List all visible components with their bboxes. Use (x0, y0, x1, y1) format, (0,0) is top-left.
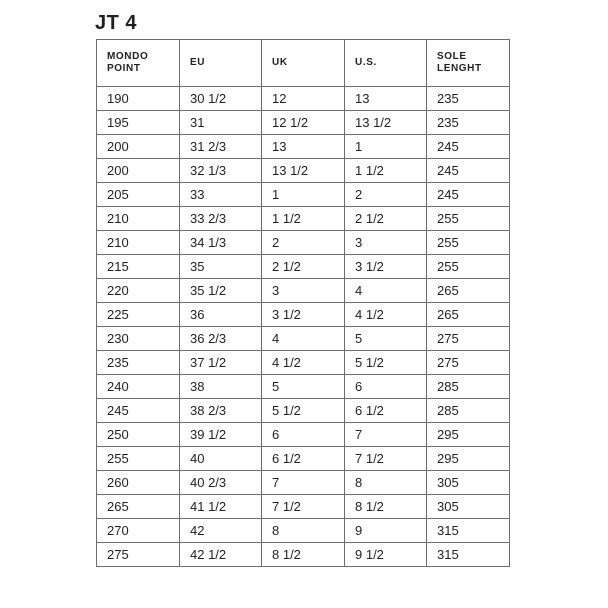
table-row (97, 351, 510, 375)
table-row (97, 471, 510, 495)
cell-sole-length: 245 (427, 159, 510, 183)
cell-sole-length: 265 (427, 279, 510, 303)
cell-us: 1 1/2 (345, 159, 427, 183)
cell-eu: 31 (180, 111, 262, 135)
table-row (97, 231, 510, 255)
cell-sole-length: 285 (427, 399, 510, 423)
cell-mondo-point: 210 (97, 207, 180, 231)
cell-uk: 6 1/2 (262, 447, 345, 471)
cell-mondo-point: 245 (97, 399, 180, 423)
cell-uk: 1 1/2 (262, 207, 345, 231)
cell-mondo-point: 220 (97, 279, 180, 303)
cell-us: 7 1/2 (345, 447, 427, 471)
cell-us: 6 (345, 375, 427, 399)
table-row (97, 495, 510, 519)
cell-sole-length: 235 (427, 87, 510, 111)
table-row (97, 399, 510, 423)
table-body (97, 87, 510, 567)
table-row (97, 159, 510, 183)
cell-mondo-point: 275 (97, 543, 180, 567)
cell-uk: 2 1/2 (262, 255, 345, 279)
cell-eu: 36 (180, 303, 262, 327)
cell-mondo-point: 200 (97, 159, 180, 183)
cell-uk: 13 1/2 (262, 159, 345, 183)
table-row (97, 135, 510, 159)
cell-sole-length: 255 (427, 231, 510, 255)
cell-sole-length: 245 (427, 135, 510, 159)
cell-us: 2 1/2 (345, 207, 427, 231)
size-chart-table (96, 39, 510, 567)
cell-uk: 2 (262, 231, 345, 255)
cell-eu: 42 (180, 519, 262, 543)
cell-sole-length: 275 (427, 327, 510, 351)
cell-mondo-point: 200 (97, 135, 180, 159)
cell-eu: 33 2/3 (180, 207, 262, 231)
cell-us: 13 1/2 (345, 111, 427, 135)
header-us: U.S. (345, 40, 427, 87)
cell-eu: 36 2/3 (180, 327, 262, 351)
cell-uk: 5 1/2 (262, 399, 345, 423)
cell-sole-length: 315 (427, 543, 510, 567)
table-row (97, 207, 510, 231)
cell-mondo-point: 270 (97, 519, 180, 543)
header-uk: UK (262, 40, 345, 87)
page-title: JT 4 (95, 12, 138, 34)
table-row (97, 543, 510, 567)
cell-mondo-point: 190 (97, 87, 180, 111)
table-row (97, 423, 510, 447)
cell-eu: 35 1/2 (180, 279, 262, 303)
cell-eu: 40 (180, 447, 262, 471)
cell-eu: 38 2/3 (180, 399, 262, 423)
cell-eu: 40 2/3 (180, 471, 262, 495)
cell-eu: 37 1/2 (180, 351, 262, 375)
table-row (97, 303, 510, 327)
cell-sole-length: 275 (427, 351, 510, 375)
cell-eu: 38 (180, 375, 262, 399)
cell-us: 9 (345, 519, 427, 543)
cell-uk: 4 (262, 327, 345, 351)
cell-uk: 12 (262, 87, 345, 111)
cell-uk: 5 (262, 375, 345, 399)
cell-mondo-point: 240 (97, 375, 180, 399)
cell-uk: 8 (262, 519, 345, 543)
cell-uk: 7 1/2 (262, 495, 345, 519)
cell-eu: 31 2/3 (180, 135, 262, 159)
cell-sole-length: 305 (427, 495, 510, 519)
cell-us: 8 1/2 (345, 495, 427, 519)
cell-eu: 34 1/3 (180, 231, 262, 255)
cell-sole-length: 255 (427, 255, 510, 279)
cell-us: 8 (345, 471, 427, 495)
cell-us: 6 1/2 (345, 399, 427, 423)
cell-us: 3 (345, 231, 427, 255)
cell-eu: 30 1/2 (180, 87, 262, 111)
table-row (97, 519, 510, 543)
cell-mondo-point: 260 (97, 471, 180, 495)
table-row (97, 447, 510, 471)
cell-us: 5 (345, 327, 427, 351)
cell-us: 7 (345, 423, 427, 447)
cell-uk: 7 (262, 471, 345, 495)
cell-us: 4 (345, 279, 427, 303)
cell-us: 9 1/2 (345, 543, 427, 567)
cell-mondo-point: 250 (97, 423, 180, 447)
table-row (97, 279, 510, 303)
cell-mondo-point: 265 (97, 495, 180, 519)
cell-sole-length: 245 (427, 183, 510, 207)
table-row (97, 375, 510, 399)
cell-eu: 33 (180, 183, 262, 207)
cell-eu: 41 1/2 (180, 495, 262, 519)
cell-sole-length: 295 (427, 447, 510, 471)
cell-mondo-point: 215 (97, 255, 180, 279)
table-header-row (97, 40, 510, 87)
cell-us: 5 1/2 (345, 351, 427, 375)
cell-eu: 35 (180, 255, 262, 279)
cell-mondo-point: 205 (97, 183, 180, 207)
cell-eu: 42 1/2 (180, 543, 262, 567)
cell-sole-length: 255 (427, 207, 510, 231)
cell-sole-length: 295 (427, 423, 510, 447)
table-row (97, 255, 510, 279)
cell-uk: 1 (262, 183, 345, 207)
header-eu: EU (180, 40, 262, 87)
cell-uk: 3 (262, 279, 345, 303)
table-row (97, 183, 510, 207)
cell-us: 2 (345, 183, 427, 207)
cell-uk: 6 (262, 423, 345, 447)
cell-mondo-point: 195 (97, 111, 180, 135)
cell-us: 4 1/2 (345, 303, 427, 327)
table-row (97, 111, 510, 135)
cell-uk: 3 1/2 (262, 303, 345, 327)
cell-mondo-point: 210 (97, 231, 180, 255)
cell-us: 13 (345, 87, 427, 111)
cell-uk: 4 1/2 (262, 351, 345, 375)
header-mondo-point: MONDO POINT (97, 40, 180, 87)
cell-mondo-point: 230 (97, 327, 180, 351)
cell-mondo-point: 225 (97, 303, 180, 327)
header-sole-length: SOLE LENGHT (427, 40, 510, 87)
cell-us: 1 (345, 135, 427, 159)
cell-sole-length: 285 (427, 375, 510, 399)
cell-mondo-point: 235 (97, 351, 180, 375)
cell-sole-length: 235 (427, 111, 510, 135)
cell-us: 3 1/2 (345, 255, 427, 279)
cell-uk: 13 (262, 135, 345, 159)
cell-sole-length: 305 (427, 471, 510, 495)
table-row (97, 87, 510, 111)
cell-uk: 8 1/2 (262, 543, 345, 567)
table-row (97, 327, 510, 351)
cell-eu: 32 1/3 (180, 159, 262, 183)
cell-uk: 12 1/2 (262, 111, 345, 135)
cell-sole-length: 315 (427, 519, 510, 543)
cell-sole-length: 265 (427, 303, 510, 327)
cell-mondo-point: 255 (97, 447, 180, 471)
cell-eu: 39 1/2 (180, 423, 262, 447)
